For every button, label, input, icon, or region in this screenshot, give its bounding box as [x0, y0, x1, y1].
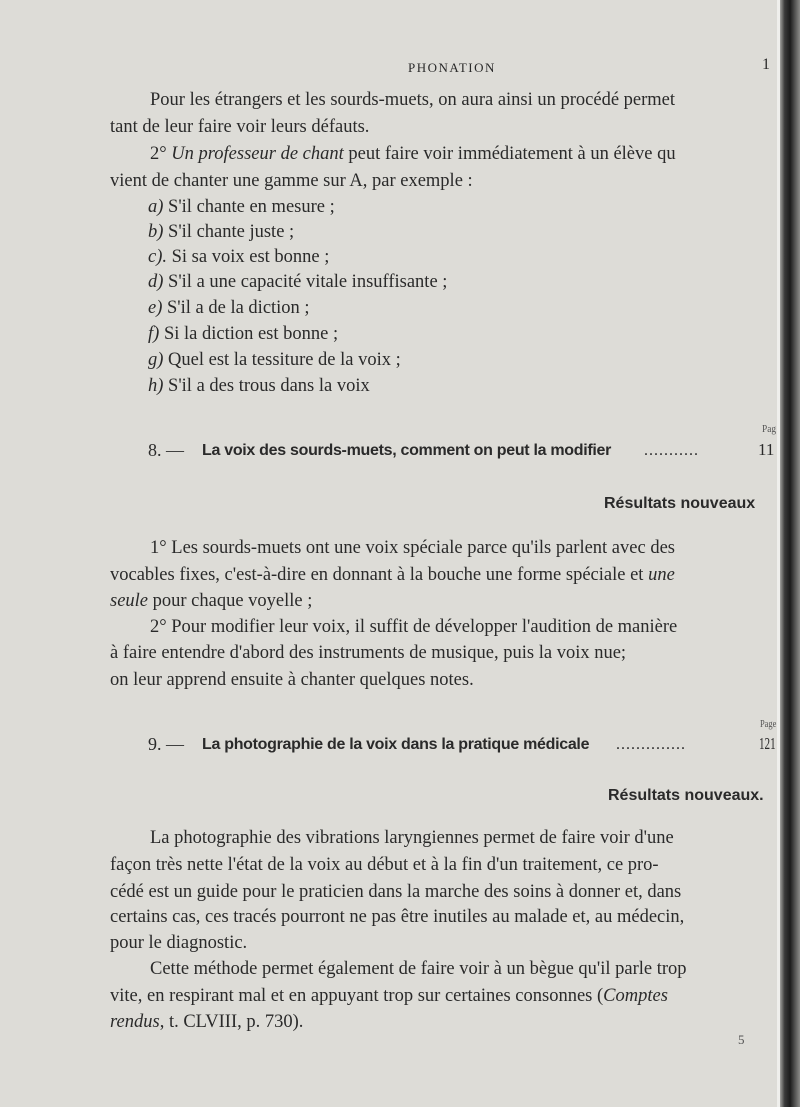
list-text: S'il a des trous dans la voix [168, 376, 370, 396]
list-item [148, 298, 310, 319]
page-number-fragment: 1 [762, 56, 770, 73]
item2-subject: Un professeur de chant [171, 144, 344, 164]
page-edge-highlight [777, 0, 780, 1107]
text-run: , t. CLVIII, p. 730). [159, 1012, 304, 1032]
section9-results-heading: Résultats nouveaux. [608, 787, 764, 804]
list-text: S'il a de la diction ; [167, 298, 310, 318]
list-letter: b) [148, 222, 164, 242]
section8-para1-line-3 [110, 591, 312, 612]
section8-para1-line-2 [110, 565, 675, 586]
section8-title: La voix des sourds-muets, comment on peut la modifier [202, 442, 612, 459]
page-folio: 5 [738, 1032, 745, 1047]
intro-line-2: tant de leur faire voir leurs défauts. [110, 117, 370, 137]
section9-para2-line-1: Cette méthode permet également de faire voir à un bègue qu'il parle trop [150, 959, 687, 979]
section9-para1-line-4: certains cas, ces tracés pourront ne pas être inutiles au malade et, au médecin, [110, 907, 685, 927]
italic-run: rendus [110, 1012, 160, 1032]
text-run: vocables fixes, c'est-à-dire en donnant à la bouche une forme spéciale et [110, 565, 649, 585]
section8-para2-line-1: 2° Pour modifier leur voix, il suffit de développer l'audition de manière [150, 617, 678, 637]
section8-page-number: 11 [758, 440, 775, 459]
section9-number: 9. — [148, 734, 184, 754]
list-item [148, 272, 447, 293]
section8-results-heading: Résultats nouveaux [604, 495, 756, 512]
list-item [148, 324, 338, 345]
item2-number: 2° [150, 144, 167, 164]
item2-line-1 [150, 144, 676, 165]
italic-run: seule [110, 591, 149, 611]
section8-page-label: Pag [762, 424, 776, 435]
text-run: pour chaque voyelle ; [148, 591, 313, 611]
section9-para1-line-1: La photographie des vibrations laryngiennes permet de faire voir d'une [150, 828, 674, 848]
list-letter: g) [148, 350, 164, 370]
section8-leader-dots: ........... [644, 442, 699, 459]
list-text: Si la diction est bonne ; [163, 324, 339, 344]
list-item [148, 222, 294, 243]
list-letter: c). [148, 247, 167, 267]
list-text: Quel est la tessiture de la voix ; [168, 350, 401, 370]
list-text: S'il chante juste ; [168, 222, 295, 242]
intro-line-1: Pour les étrangers et les sourds-muets, on aura ainsi un procédé permet [150, 90, 676, 110]
section8-number: 8. — [148, 440, 184, 460]
list-letter: e) [148, 298, 163, 318]
list-item [148, 247, 329, 268]
list-item [148, 376, 370, 397]
section8-para2-line-2: à faire entendre d'abord des instruments de musique, puis la voix nue; [110, 643, 627, 663]
list-item [148, 197, 335, 218]
list-letter: d) [148, 272, 164, 292]
italic-run: Comptes [603, 986, 668, 1006]
running-head: PHONATION [408, 60, 496, 75]
list-letter: f) [148, 324, 160, 344]
italic-run: une [648, 565, 675, 585]
section9-leader-dots: .............. [616, 736, 686, 753]
section9-title: La photographie de la voix dans la pratique médicale [202, 736, 590, 753]
section9-page-number: 121 [759, 734, 776, 753]
section9-para2-line-3 [110, 1012, 303, 1033]
section9-para2-line-2 [110, 986, 668, 1007]
section8-para2-line-3: on leur apprend ensuite à chanter quelques notes. [110, 670, 474, 690]
item2-line-2: vient de chanter une gamme sur A, par exemple : [110, 171, 473, 191]
list-text: S'il a une capacité vitale insuffisante ; [168, 272, 448, 292]
text-run: vite, en respirant mal et en appuyant trop sur certaines consonnes ( [110, 986, 604, 1006]
list-text: Si sa voix est bonne ; [171, 247, 330, 267]
list-letter: h) [148, 376, 164, 396]
section9-para1-line-3: cédé est un guide pour le praticien dans la marche des soins à donner et, dans [110, 882, 682, 902]
list-text: S'il chante en mesure ; [168, 197, 335, 217]
book-spine-edge [778, 0, 800, 1107]
section9-page-label: Page [760, 719, 777, 730]
section9-para1-line-5: pour le diagnostic. [110, 933, 248, 953]
list-letter: a) [148, 197, 164, 217]
section8-para1-line-1: 1° Les sourds-muets ont une voix spéciale parce qu'ils parlent avec des [150, 538, 675, 558]
list-item [148, 350, 401, 371]
section9-para1-line-2: façon très nette l'état de la voix au début et à la fin d'un traitement, ce pro- [110, 855, 659, 875]
item2-rest: peut faire voir immédiatement à un élève qu [343, 144, 676, 164]
